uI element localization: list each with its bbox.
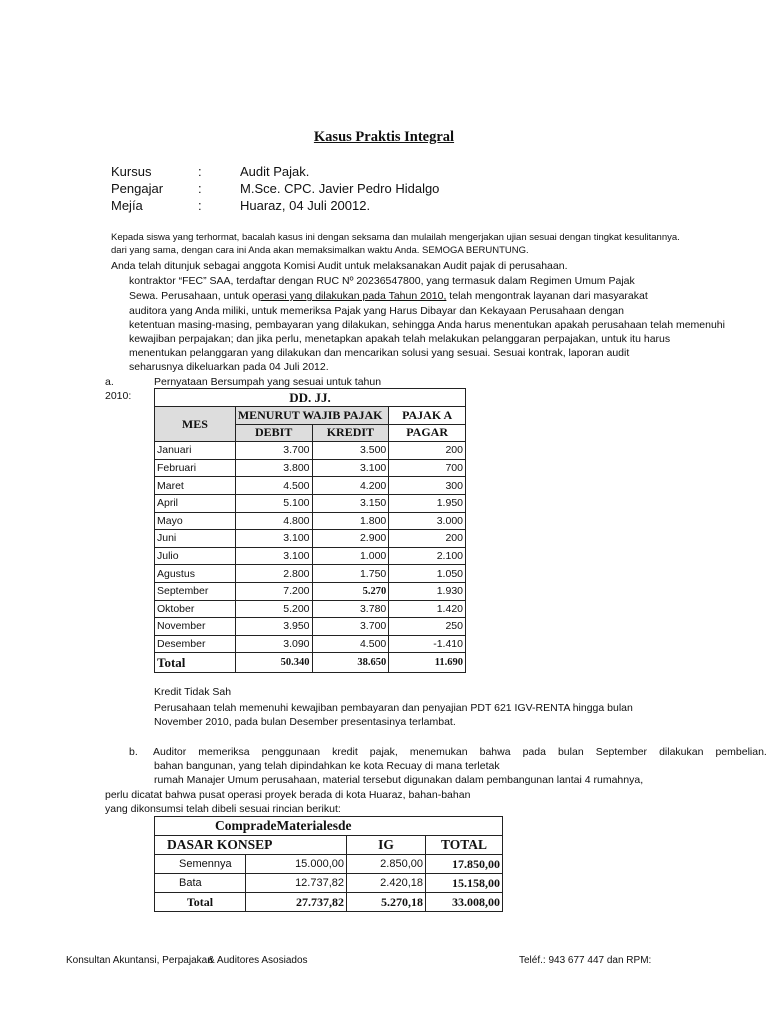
table-row: [155, 874, 503, 893]
kredit-cell: 1.000: [312, 547, 389, 565]
footer-left-2: & Auditores Asosiados: [208, 955, 308, 966]
paragraph-line-1: Anda telah ditunjuk sebagai anggota Komisi Audit untuk melaksanakan Audit pajak di perusahaan.: [111, 260, 568, 272]
item-b-line-3: rumah Manajer Umum perusahaan, material tersebut digunakan dalam pembangunan lantai 4 rumahnya,: [154, 774, 644, 786]
ig-cell: 2.420,18: [347, 874, 426, 893]
kredit-cell: 3.780: [312, 600, 389, 618]
month-cell: Juni: [155, 530, 236, 548]
paragraph-line-8: seharusnya dikeluarkan pada 04 Juli 2012.: [129, 361, 329, 373]
item-b-word: dilakukan: [659, 746, 704, 758]
t2-total-total: 33.008,00: [426, 893, 503, 912]
debit-cell: 3.800: [235, 459, 312, 477]
col-ig: IG: [347, 836, 426, 855]
item-b-word: penggunaan: [261, 746, 321, 758]
month-cell: Januari: [155, 442, 236, 460]
month-cell: Mayo: [155, 512, 236, 530]
month-cell: November: [155, 618, 236, 636]
kredit-heading: Kredit Tidak Sah: [154, 686, 232, 698]
info-sep: :: [198, 198, 202, 213]
debit-cell: 3.090: [235, 635, 312, 653]
col-dasar-konsep: DASAR KONSEP: [155, 836, 347, 855]
month-cell: Agustus: [155, 565, 236, 583]
intro-line-2: dari yang sama, dengan cara ini Anda akan memaksimalkan waktu Anda. SEMOGA BERUNTUNG.: [111, 245, 529, 256]
kredit-cell: 1.800: [312, 512, 389, 530]
item-b-word: bahwa: [479, 746, 511, 758]
debit-cell: 5.100: [235, 494, 312, 512]
dasar-cell: 12.737,82: [246, 874, 347, 893]
table-row: [155, 477, 466, 495]
col-pagar: PAGAR: [389, 424, 466, 442]
pajak-cell: 2.100: [389, 547, 466, 565]
debit-cell: 7.200: [235, 582, 312, 600]
pajak-cell: 3.000: [389, 512, 466, 530]
pajak-cell: 250: [389, 618, 466, 636]
table-row: [155, 582, 466, 600]
kredit-cell: 4.200: [312, 477, 389, 495]
table-row: [155, 635, 466, 653]
item-a-year: 2010:: [105, 390, 132, 402]
kredit-cell: 2.900: [312, 530, 389, 548]
debit-cell: 3.700: [235, 442, 312, 460]
item-b-word: pembelian.: [715, 746, 767, 758]
info-label-kursus: Kursus: [111, 164, 152, 179]
item-b-word: memeriksa: [198, 746, 250, 758]
pajak-cell: 200: [389, 442, 466, 460]
month-cell: Julio: [155, 547, 236, 565]
kredit-line-1: Perusahaan telah memenuhi kewajiban pembayaran dan penyajian PDT 621 IGV-RENTA hingga bulan: [154, 702, 633, 714]
info-sep: :: [198, 181, 202, 196]
month-cell: April: [155, 494, 236, 512]
table-row: [155, 855, 503, 874]
pajak-cell: 700: [389, 459, 466, 477]
item-b-line-4: perlu dicatat bahwa pusat operasi proyek berada di kota Huaraz, bahan-bahan: [105, 789, 471, 801]
item-b-line-1: [153, 746, 767, 758]
konsep-cell: Semennya: [155, 855, 246, 874]
materials-table: [154, 816, 503, 912]
table2-total-row: [155, 893, 503, 912]
item-b-word: pada: [522, 746, 546, 758]
item-b-marker: b.: [129, 746, 138, 758]
debit-cell: 3.100: [235, 530, 312, 548]
underlined-phrase: perasi yang dilakukan pada Tahun 2010,: [258, 290, 447, 302]
t2-total-ig: 5.270,18: [347, 893, 426, 912]
footer-left-1: Konsultan Akuntansi, Perpajakan: [66, 955, 213, 966]
table2-title: CompradeMaterialesde: [155, 817, 503, 836]
ig-cell: 2.850,00: [347, 855, 426, 874]
pajak-cell: 1.050: [389, 565, 466, 583]
pajak-cell: 1.420: [389, 600, 466, 618]
debit-cell: 3.100: [235, 547, 312, 565]
debit-cell: 5.200: [235, 600, 312, 618]
debit-cell: 3.950: [235, 618, 312, 636]
info-sep: :: [198, 164, 202, 179]
info-label-mejia: Mejía: [111, 198, 143, 213]
item-b-word: menemukan: [409, 746, 468, 758]
kredit-cell: 5.270: [312, 582, 389, 600]
month-cell: Februari: [155, 459, 236, 477]
dasar-cell: 15.000,00: [246, 855, 347, 874]
kredit-cell: 3.150: [312, 494, 389, 512]
month-cell: September: [155, 582, 236, 600]
month-cell: Desember: [155, 635, 236, 653]
total-label: Total: [155, 653, 236, 673]
col-mes: MES: [155, 407, 236, 442]
kredit-cell: 1.750: [312, 565, 389, 583]
month-cell: Maret: [155, 477, 236, 495]
table-row: [155, 442, 466, 460]
col-total: TOTAL: [426, 836, 503, 855]
col-pajak-a: PAJAK A: [389, 407, 466, 425]
paragraph-line-7: menentukan pelanggaran yang dilakukan dan mencarikan solusi yang sesuai. Sesuai kontrak, laporan audit: [129, 347, 630, 359]
pajak-cell: 1.930: [389, 582, 466, 600]
paragraph-line-2: kontraktor “FEC” SAA, terdaftar dengan RUC Nº 20236547800, yang termasuk dalam Regimen Umum Pajak: [129, 275, 635, 287]
col-group: MENURUT WAJIB PAJAK: [235, 407, 388, 425]
item-b-word: pajak,: [369, 746, 398, 758]
pajak-cell: 200: [389, 530, 466, 548]
paragraph-line-5: ketentuan masing-masing, pembayaran yang dilakukan, sehingga Anda harus menentukan apakah perusahaan telah memenuhi: [129, 319, 725, 331]
table1-total-row: [155, 653, 466, 673]
table-row: [155, 600, 466, 618]
table-row: [155, 618, 466, 636]
total-pajak: 11.690: [389, 653, 466, 673]
table-row: [155, 459, 466, 477]
info-value-pengajar: M.Sce. CPC. Javier Pedro Hidalgo: [240, 181, 440, 196]
pajak-cell: 300: [389, 477, 466, 495]
total-cell: 17.850,00: [426, 855, 503, 874]
item-a-marker: a.: [105, 376, 114, 388]
konsep-cell: Bata: [155, 874, 246, 893]
paragraph-line-4: auditora yang Anda miliki, untuk memeriksa Pajak yang Harus Dibayar dan Kekayaan Perusahaan dengan: [129, 305, 624, 317]
item-b-word: kredit: [332, 746, 358, 758]
kredit-cell: 3.500: [312, 442, 389, 460]
kredit-cell: 4.500: [312, 635, 389, 653]
info-label-pengajar: Pengajar: [111, 181, 164, 196]
pajak-cell: 1.950: [389, 494, 466, 512]
table-row: [155, 547, 466, 565]
document-title: Kasus Praktis Integral: [313, 129, 455, 145]
col-kredit: KREDIT: [312, 424, 389, 442]
item-b-word: bulan: [557, 746, 584, 758]
table-row: [155, 530, 466, 548]
debit-cell: 2.800: [235, 565, 312, 583]
table-row: [155, 512, 466, 530]
paragraph-line-6: kewajiban perpajakan; dan jika perlu, menetapkan apakah telah melakukan pelanggaran perpajakan, untuk itu harus: [129, 333, 671, 345]
kredit-cell: 3.100: [312, 459, 389, 477]
item-b-line-2: bahan bangunan, yang telah dipindahkan ke kota Recuay di mana terletak: [154, 760, 500, 772]
footer-right: Teléf.: 943 677 447 dan RPM:: [519, 955, 652, 966]
tax-declaration-table: [154, 388, 466, 673]
intro-line-1: Kepada siswa yang terhormat, bacalah kasus ini dengan seksama dan mulailah mengerjakan ujian sesuai dengan tingkat kesulitannya.: [111, 232, 680, 243]
total-kredit: 38.650: [312, 653, 389, 673]
debit-cell: 4.500: [235, 477, 312, 495]
table-row: [155, 494, 466, 512]
pajak-cell: -1.410: [389, 635, 466, 653]
item-b-word: Auditor: [153, 746, 187, 758]
item-b-word: September: [595, 746, 648, 758]
t2-total-label: Total: [155, 893, 246, 912]
total-debit: 50.340: [235, 653, 312, 673]
item-b-line-5: yang dikonsumsi telah dibeli sesuai rincian berikut:: [105, 803, 341, 815]
table1-title: DD. JJ.: [155, 389, 466, 407]
t2-total-dasar: 27.737,82: [246, 893, 347, 912]
info-value-mejia: Huaraz, 04 Juli 20012.: [240, 198, 371, 213]
paragraph-line-3: Sewa. Perusahaan, untuk operasi yang dilakukan pada Tahun 2010, telah mengontrak layanan dari masyarakat: [129, 290, 648, 302]
debit-cell: 4.800: [235, 512, 312, 530]
table-row: [155, 565, 466, 583]
col-debit: DEBIT: [235, 424, 312, 442]
kredit-line-2: November 2010, pada bulan Desember presentasinya terlambat.: [154, 716, 456, 728]
total-cell: 15.158,00: [426, 874, 503, 893]
item-a-text: Pernyataan Bersumpah yang sesuai untuk tahun: [154, 376, 382, 388]
kredit-cell: 3.700: [312, 618, 389, 636]
month-cell: Oktober: [155, 600, 236, 618]
info-value-kursus: Audit Pajak.: [240, 164, 310, 179]
